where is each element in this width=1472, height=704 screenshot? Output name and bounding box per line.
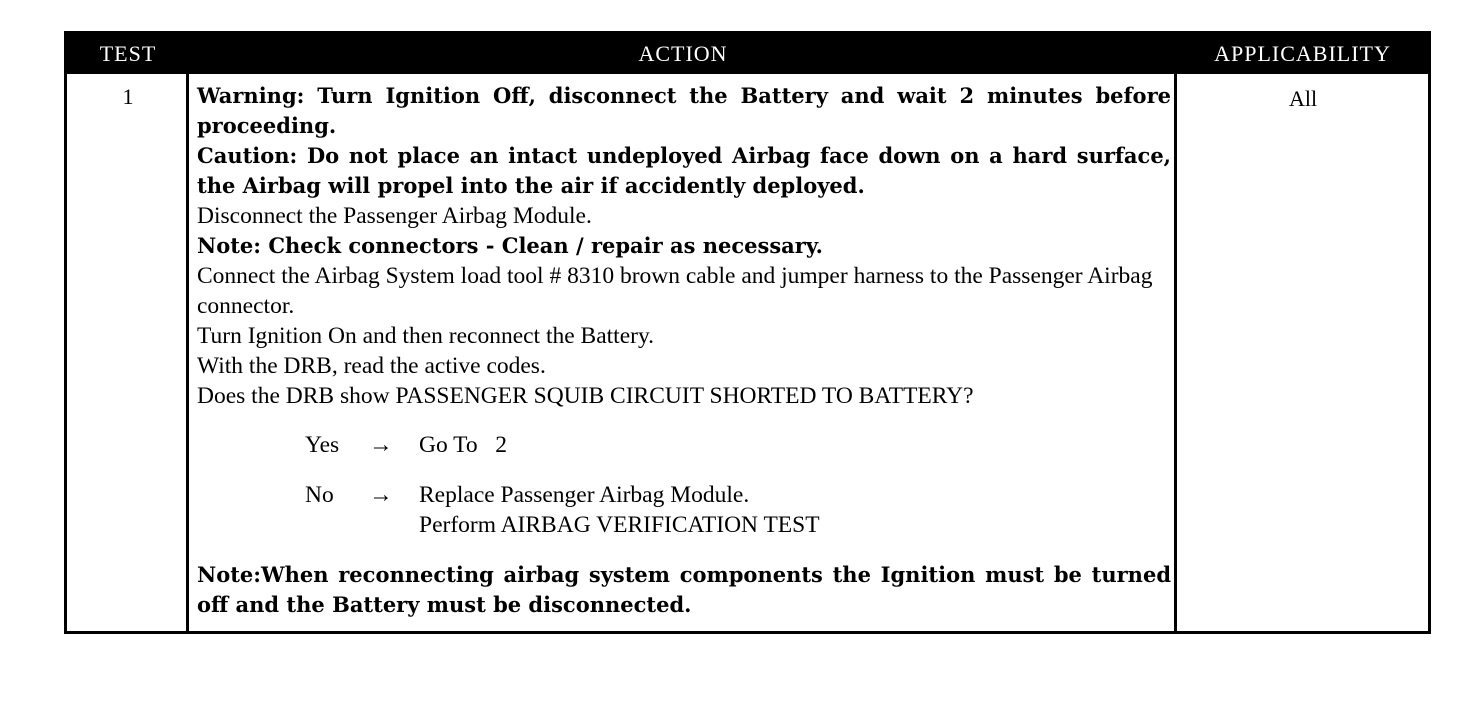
answer-yes-result: Go To 2 — [419, 432, 508, 458]
action-cell — [197, 81, 1171, 620]
applicability-value: All — [1288, 86, 1318, 111]
answer-no-result-line2: Perform AIRBAG VERIFICATION TEST — [419, 512, 820, 538]
final-note: Note:When reconnecting airbag system components the Ignition must be turned off and the Battery must be disconnected. — [197, 562, 1171, 617]
test-number: 1 — [122, 84, 134, 109]
answer-no-continued — [197, 510, 1171, 540]
column-divider-left — [186, 74, 189, 631]
answer-yes — [197, 430, 1171, 460]
header-test: TEST — [99, 41, 157, 66]
answer-yes-key: Yes — [305, 432, 340, 458]
column-divider-right — [1174, 74, 1177, 631]
table-header — [67, 34, 1428, 74]
note-connectors: Note: Check connectors - Clean / repair as necessary. — [197, 233, 823, 258]
step-connect: Connect the Airbag System load tool # 8310 brown cable and jumper harness to the Passenger Airbag connector. — [197, 263, 1153, 319]
header-applicability: APPLICABILITY — [1214, 41, 1391, 66]
caution-text: Caution: Do not place an intact undeployed Airbag face down on a hard surface, the Airbag will propel into the air if accidently deployed. — [197, 143, 1171, 198]
step-read-codes: With the DRB, read the active codes. — [197, 353, 546, 379]
header-action: ACTION — [638, 41, 728, 66]
step-ignition: Turn Ignition On and then reconnect the Battery. — [197, 323, 655, 349]
arrow-icon: → — [369, 482, 393, 508]
question-text: Does the DRB show PASSENGER SQUIB CIRCUIT SHORTED TO BATTERY? — [197, 383, 974, 409]
warning-text: Warning: Turn Ignition Off, disconnect the Battery and wait 2 minutes before proceeding. — [197, 83, 1171, 138]
diagnostic-test-table — [64, 31, 1431, 634]
step-disconnect: Disconnect the Passenger Airbag Module. — [197, 203, 592, 229]
answer-no — [197, 480, 1171, 510]
arrow-icon: → — [369, 432, 393, 458]
answer-no-result-line1: Replace Passenger Airbag Module. — [419, 482, 750, 508]
answer-no-key: No — [305, 482, 334, 508]
